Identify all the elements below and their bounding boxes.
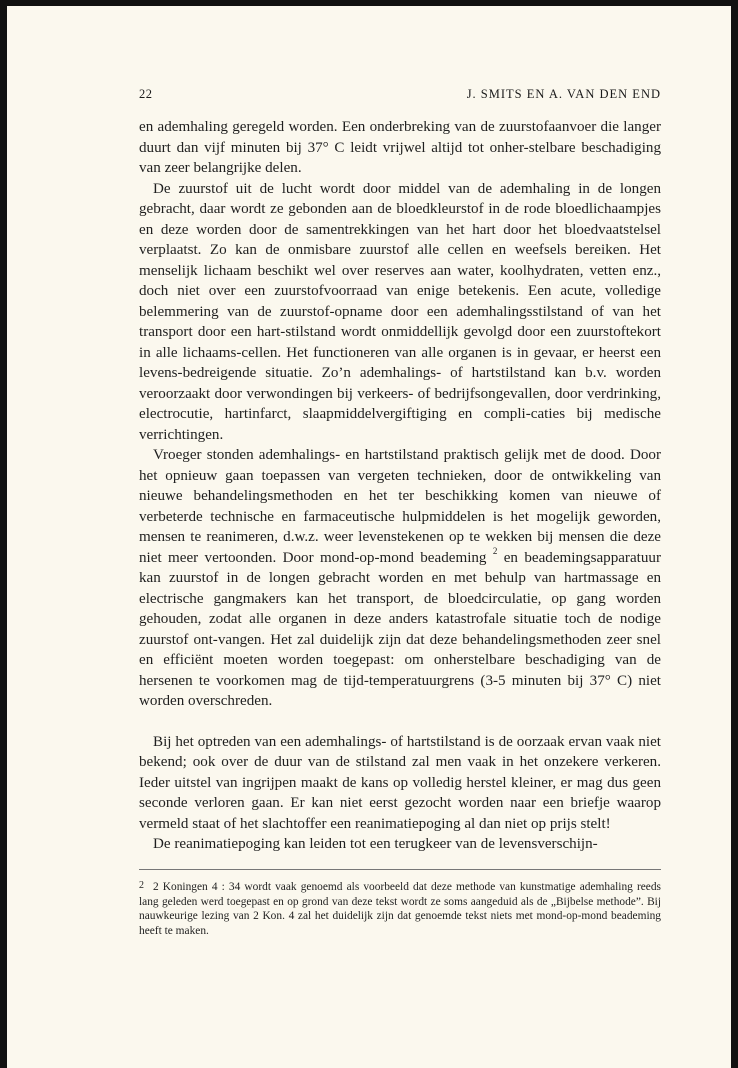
paragraph-2: De zuurstof uit de lucht wordt door middel van de ademhaling in de longen gebracht, daar wordt ze gebonden aan de bloedkleurstof in de rode bloedlichaampjes en deze worden door de samentrekkingen van het hart door het bloedvaatstelsel verplaatst. Zo kan de onmisbare zuurstof alle cellen en weefsels bereiken. Het menselijk lichaam beschikt wel over reserves aan water, koolhydraten, vetten enz., doch niet over een zuurstofvoorraad van enige betekenis. Een acute, volledige belemmering van de zuurstof-opname door een ademhalingsstilstand of van het transport door een hart-stilstand wordt onmiddellijk gevolgd door een zuurstoftekort in alle lichaams-cellen. Het functioneren van alle organen is in gevaar, er heerst een levens-bedreigende situatie. Zo’n ademhalings- of hartstilstand kan b.v. worden veroorzaakt door verwondingen bij verkeers- of bedrijfsongevallen, door verdrinking, electrocutie, hartinfarct, slaapmiddelvergiftiging en compli-caties bij medische verrichtingen. xyxy=(139,180,661,443)
paragraph-4: Bij het optreden van een ademhalings- of hartstilstand is de oorzaak ervan vaak niet bekend; ook over de duur van de stilstand zal men vaak in het onzekere verkeren. Ieder uitstel van ingrijpen maakt de kans op volledig herstel kleiner, er mag dus geen seconde verloren gaan. Er kan niet eerst gezocht worden naar een briefje waarop vermeld staat of het slachtoffer een reanimatiepoging al dan niet op prijs stelt! xyxy=(139,733,661,832)
paragraph-3 xyxy=(139,445,661,712)
running-title: J. SMITS EN A. VAN DEN END xyxy=(466,87,661,101)
footnote-reference[interactable]: 2 xyxy=(492,546,498,557)
paragraph-1: en ademhaling geregeld worden. Een onderbreking van de zuurstofaanvoer die langer duurt dan vijf minuten bij 37° C leidt vrijwel altijd tot onher-stelbare beschadiging van zeer belangrijke delen. xyxy=(139,119,661,176)
page-number: 22 xyxy=(139,87,153,101)
body-text xyxy=(139,117,661,855)
paragraph-3-part-2: en beademingsapparatuur kan zuurstof in de longen gebracht worden en met behulp van hartmassage en electrische gangmakers kan het transport, de bloedcirculatie, op gang worden gehouden, zodat alle organen in deze anders katastrofale situatie toch de nodige zuurstof ont-vangen. Het zal duidelijk zijn dat deze behandelingsmethoden zeer snel en efficiënt moeten worden toegepast: om onherstelbare beschadiging van de hersenen te voorkomen mag de tijd-temperatuurgrens (3-5 minuten bij 37° C) niet worden overschreden. xyxy=(139,549,661,709)
footnote-divider xyxy=(139,869,661,870)
footnote-marker: 2 xyxy=(139,880,144,891)
footnote xyxy=(139,880,661,938)
paragraph-3-part-1: Vroeger stonden ademhalings- en hartstilstand praktisch gelijk met de dood. Door het opnieuw gaan toepassen van vergeten technieken, door de ontwikkeling van nieuwe behandelingsmethoden en het ter beschikking komen van nieuwe of verbeterde technische en farmaceutische hulpmiddelen is het mogelijk geworden, mensen te reanimeren, d.w.z. weer levenstekenen op te wekken bij mensen die deze niet meer vertoonden. Door mond-op-mond beademing xyxy=(139,447,661,566)
paragraph-5: De reanimatiepoging kan leiden tot een terugkeer van de levensverschijn- xyxy=(153,836,598,852)
footnote-text: 2 Koningen 4 : 34 wordt vaak genoemd als voorbeeld dat deze methode van kunstmatige ademhaling reeds lang geleden werd toegepast en op grond van deze tekst wordt ze soms aangeduid als de „Bijbelse methode”. Bij nauwkeurige lezing van 2 Kon. 4 zal het duidelijk zijn dat genoemde tekst niets met mond-op-mond beademing heeft te maken. xyxy=(139,881,661,937)
